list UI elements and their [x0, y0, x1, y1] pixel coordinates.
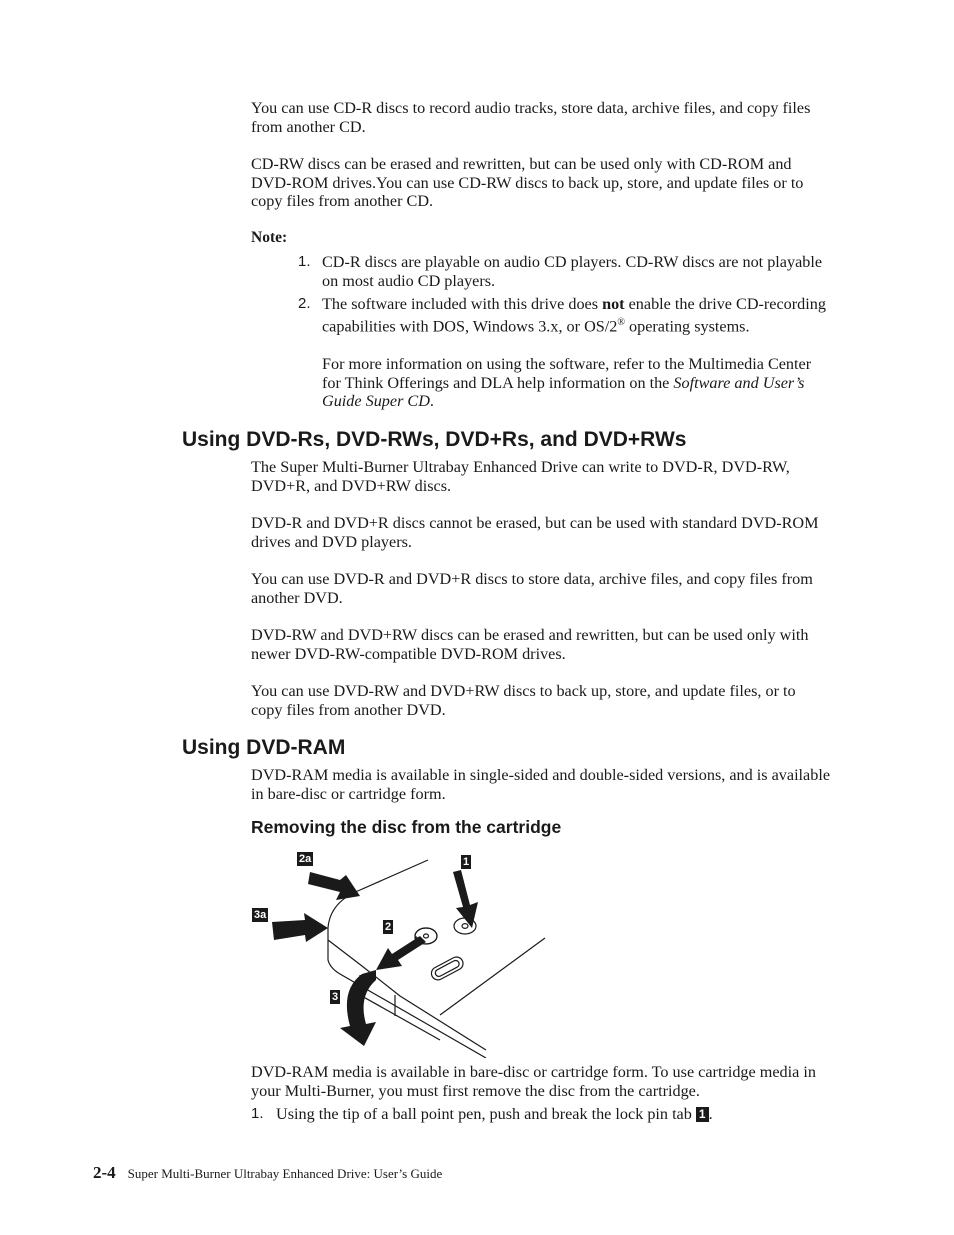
emphasis-not: not [602, 295, 625, 313]
guide-title: Software and User’s Guide Super CD [322, 373, 805, 411]
arrow-2-icon [376, 936, 426, 970]
arrow-2a-icon [308, 872, 360, 900]
arrow-1-icon [453, 870, 478, 928]
paragraph-ram-1: DVD-RAM media is available in single-sided and double-sided versions, and is available in bare-disc or cartridge form. [251, 766, 831, 803]
heading-dvd-ram: Using DVD-RAM [182, 736, 346, 759]
note-item-number: 2. [298, 295, 311, 312]
paragraph-dvd-3: You can use DVD-R and DVD+R discs to store data, archive files, and copy files from another DVD. [251, 570, 813, 607]
cartridge-illustration [250, 850, 550, 1058]
label-2a: 2a [299, 853, 312, 865]
paragraph-cdr: You can use CD-R discs to record audio tracks, store data, archive files, and copy files from another CD. [251, 99, 811, 136]
page-footer [93, 1163, 442, 1183]
arrow-3-icon [340, 970, 376, 1046]
cartridge-figure [250, 850, 550, 1058]
page-number: 2-4 [93, 1163, 116, 1182]
paragraph-dvd-4: DVD-RW and DVD+RW discs can be erased and rewritten, but can be used only with newer DVD-RW-compatible DVD-ROM drives. [251, 626, 809, 663]
paragraph-cdrw: CD-RW discs can be erased and rewritten, but can be used only with CD-ROM and DVD-ROM drives.You can use CD-RW discs to back up, store, and update files or to copy files from another CD. [251, 155, 804, 211]
label-2: 2 [385, 921, 392, 933]
more-info-paragraph: For more information on using the software, refer to the Multimedia Center for Think Offerings and DLA help information on the Software and User’s Guide Super CD. [322, 355, 812, 411]
heading-dvd-r: Using DVD-Rs, DVD-RWs, DVD+Rs, and DVD+RWs [182, 428, 687, 451]
step-1: Using the tip of a ball point pen, push and break the lock pin tab 1 . [276, 1105, 713, 1123]
label-3: 3 [332, 991, 339, 1003]
note-item-1: CD-R discs are playable on audio CD players. CD-RW discs are not playable on most audio CD players. [322, 253, 823, 290]
registered-mark: ® [617, 316, 625, 328]
note-label: Note: [251, 229, 288, 246]
subheading-removing-disc: Removing the disc from the cartridge [251, 817, 562, 837]
note-item-number: 1. [298, 253, 311, 270]
paragraph-ram-2: DVD-RAM media is available in bare-disc or cartridge form. To use cartridge media in your Multi-Burner, you must first remove the disc from the cartridge. [251, 1063, 816, 1100]
footer-title: Super Multi-Burner Ultrabay Enhanced Drive: User’s Guide [127, 1166, 443, 1181]
label-3a: 3a [254, 909, 267, 921]
arrow-3a-icon [272, 913, 328, 942]
label-1-inline: 1 [696, 1107, 709, 1122]
label-1: 1 [463, 856, 470, 868]
paragraph-dvd-5: You can use DVD-RW and DVD+RW discs to back up, store, and update files, or to copy files from another DVD. [251, 682, 796, 719]
step-number: 1. [251, 1105, 264, 1122]
paragraph-dvd-1: The Super Multi-Burner Ultrabay Enhanced Drive can write to DVD-R, DVD-RW, DVD+R, and DVD+RW discs. [251, 458, 790, 495]
note-item-2: The software included with this drive does not enable the drive CD-recording capabilities with DOS, Windows 3.x, or OS/2® operating systems. [322, 295, 826, 335]
paragraph-dvd-2: DVD-R and DVD+R discs cannot be erased, but can be used with standard DVD-ROM drives and DVD players. [251, 514, 819, 551]
